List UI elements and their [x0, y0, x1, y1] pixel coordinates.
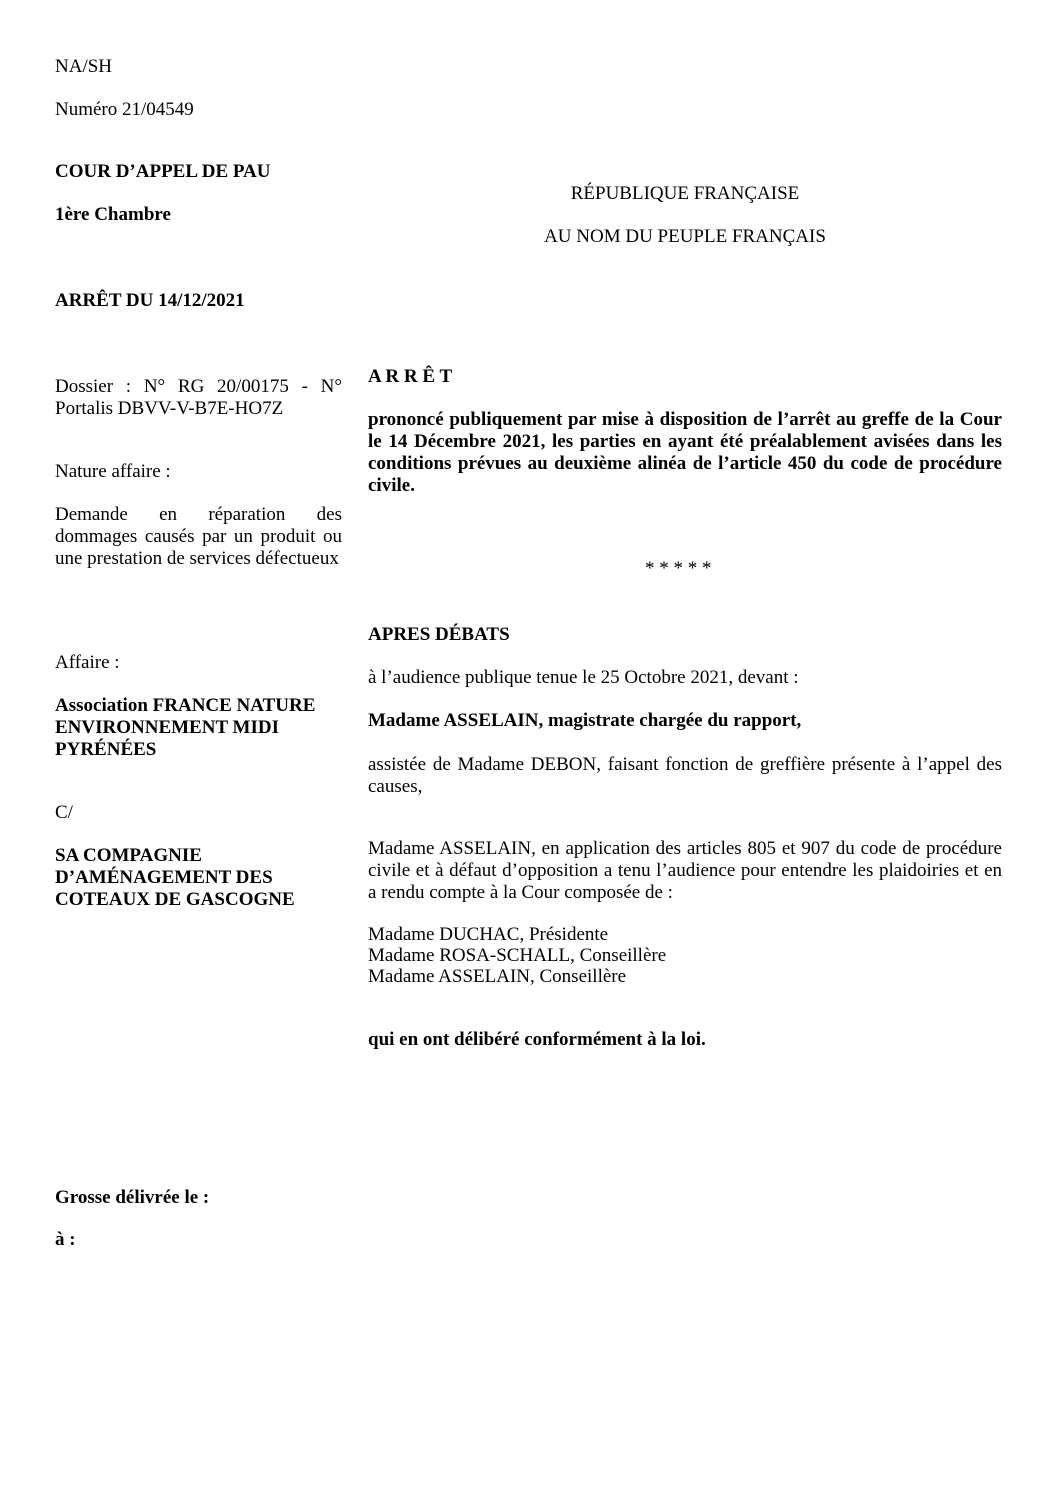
court-member-1: Madame DUCHAC, Présidente [368, 924, 609, 945]
audience-line: à l’audience publique tenue le 25 Octobre 2021, devant : [368, 667, 799, 688]
republic-heading: RÉPUBLIQUE FRANÇAISE [570, 183, 800, 204]
recipient-label: à : [55, 1229, 76, 1250]
prononce-paragraph: prononcé publiquement par mise à disposition de l’arrêt au greffe de la Cour le 14 Décembre 2021, les parties en ayant été préalablement avisées dans les conditions prévues au deuxième alinéa de l’article 450 du code de procédure civile. [368, 409, 1002, 496]
reference-initials: NA/SH [55, 56, 113, 77]
appellant-party: Association FRANCE NATURE ENVIRONNEMENT MIDI PYRÉNÉES [55, 695, 316, 760]
court-member-3: Madame ASSELAIN, Conseillère [368, 966, 627, 987]
magistrate-line: Madame ASSELAIN, magistrate chargée du rapport, [368, 710, 802, 731]
affaire-label: Affaire : [55, 652, 120, 673]
court-member-2: Madame ROSA-SCHALL, Conseillère [368, 945, 667, 966]
assistee-paragraph: assistée de Madame DEBON, faisant fonction de greffière présente à l’appel des causes, [368, 754, 1002, 797]
court-name: COUR D’APPEL DE PAU [55, 161, 271, 182]
arret-title: A R R Ê T [368, 366, 453, 387]
grosse-label: Grosse délivrée le : [55, 1187, 210, 1208]
nature-text: Demande en réparation des dommages causés par un produit ou une prestation de services défectueux [55, 504, 342, 569]
respondent-party: SA COMPAGNIE D’AMÉNAGEMENT DES COTEAUX DE GASCOGNE [55, 845, 295, 910]
arret-date: ARRÊT DU 14/12/2021 [55, 290, 245, 311]
people-heading: AU NOM DU PEUPLE FRANÇAIS [544, 226, 826, 247]
application-paragraph: Madame ASSELAIN, en application des articles 805 et 907 du code de procédure civile et à défaut d’opposition a tenu l’audience pour entendre les plaidoiries et en a rendu compte à la Cour composée de : [368, 838, 1002, 903]
case-number: Numéro 21/04549 [55, 99, 194, 120]
apres-debats-heading: APRES DÉBATS [368, 624, 510, 645]
dossier-reference: Dossier : N° RG 20/00175 - N° Portalis DBVV-V-B7E-HO7Z [55, 376, 342, 419]
versus: C/ [55, 802, 73, 823]
nature-label: Nature affaire : [55, 461, 171, 482]
separator-stars: * * * * * [645, 558, 712, 579]
delibere-line: qui en ont délibéré conformément à la loi. [368, 1029, 706, 1050]
chamber: 1ère Chambre [55, 204, 171, 225]
